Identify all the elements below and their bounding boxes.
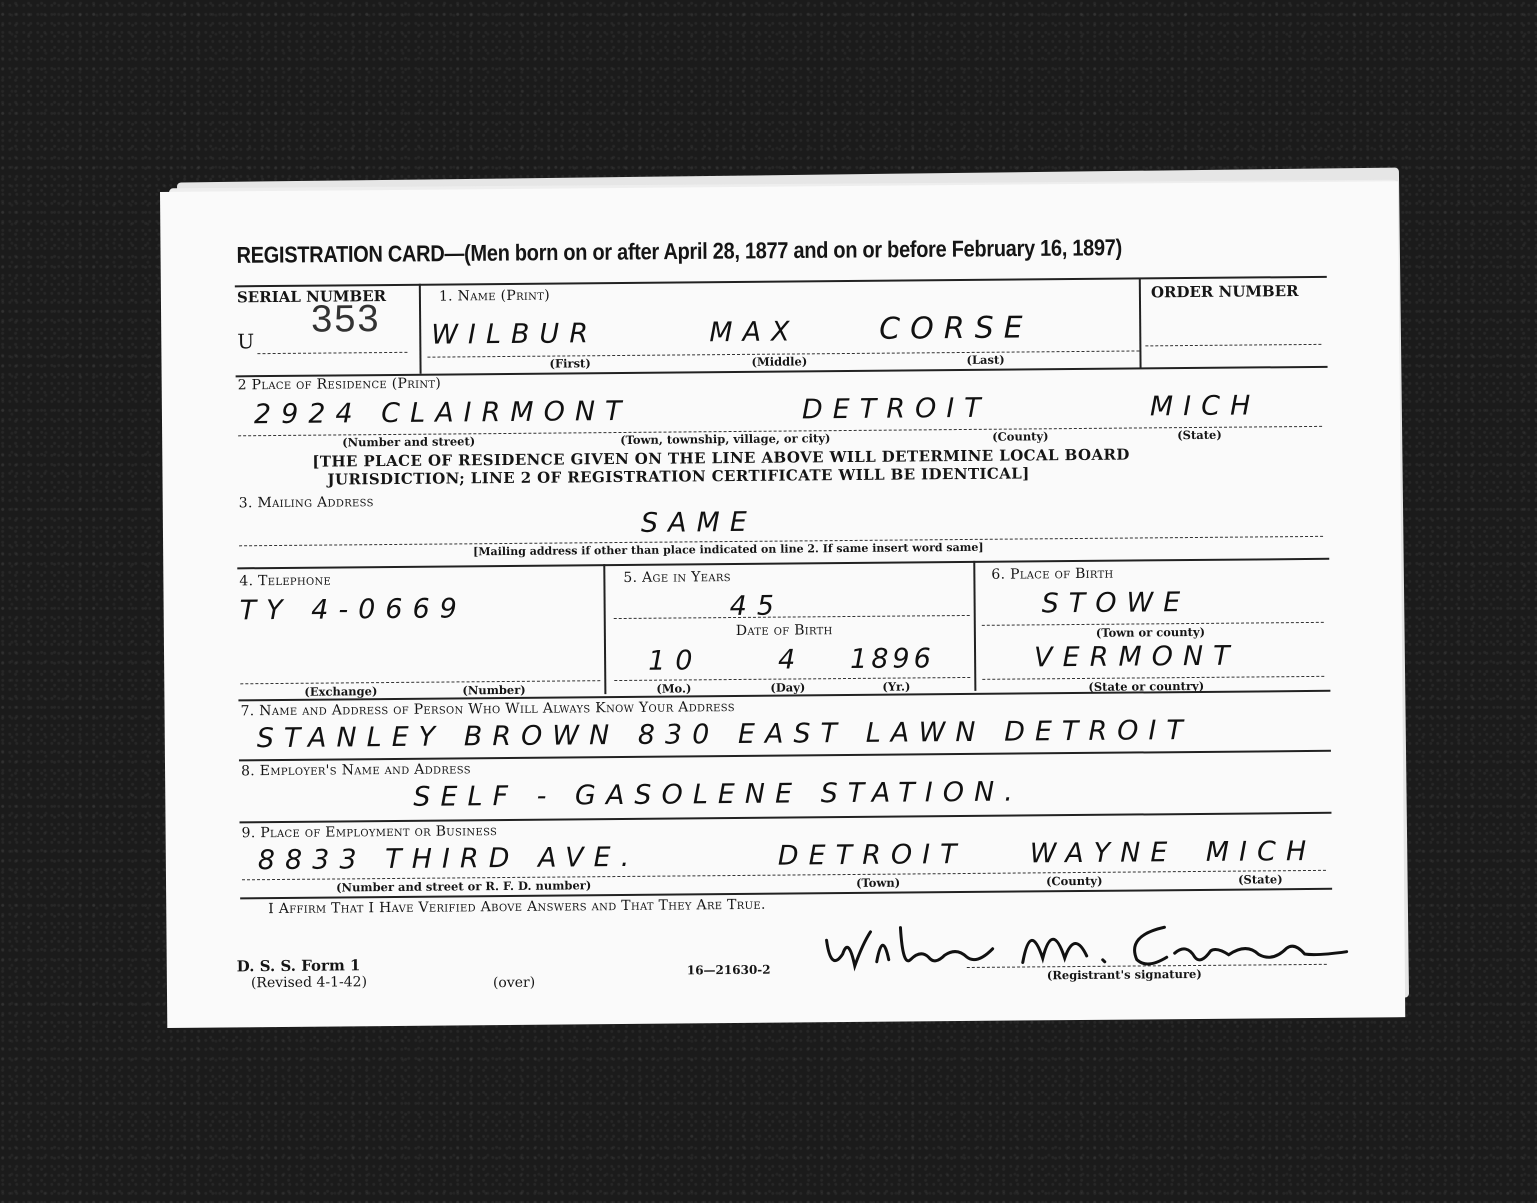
age-divider (973, 561, 976, 691)
employment-cap-state: (State) (1237, 872, 1283, 887)
dob-cap-day: (Day) (770, 680, 806, 695)
telephone-cap-number: (Number) (462, 682, 526, 698)
age-label: 5. Age in Years (623, 569, 731, 586)
affirmation-text: I Affirm That I Have Verified Above Answers and That They Are True. (268, 896, 766, 918)
order-divider (1139, 277, 1142, 367)
telephone-cap-exchange: (Exchange) (304, 684, 378, 699)
dob-cap-yr: (Yr.) (882, 679, 911, 694)
birthplace-cap-town: (Town or county) (1095, 624, 1206, 640)
row8-bottom-line (239, 812, 1331, 824)
employment-cap-county: (County) (1045, 873, 1103, 889)
serial-prefix: U (237, 329, 255, 354)
residence-state: MICH (1149, 390, 1261, 423)
employer-label: 8. Employer's Name and Address (240, 761, 471, 780)
name-last: CORSE (879, 310, 1033, 347)
residence-street: 2924 CLAIRMONT (253, 395, 632, 431)
dob-month: 10 (647, 645, 703, 677)
birthplace-cap-state: (State or country) (1088, 678, 1205, 694)
name-cap-first: (First) (549, 356, 591, 371)
residence-cap-street: (Number and street) (342, 434, 476, 450)
telephone-divider (603, 564, 606, 694)
card-title: REGISTRATION CARD—(Men born on or after April 28, 1877 and on or before February 16, 1897) (236, 235, 1123, 269)
birthplace-label: 6. Place of Birth (991, 565, 1114, 583)
form-revised: (Revised 4-1-42) (250, 974, 368, 992)
jurisdiction-note-line2: JURISDICTION; LINE 2 OF REGISTRATION CERTIFICATE WILL BE IDENTICAL] (327, 464, 1030, 489)
order-line (1145, 344, 1321, 347)
dob-year: 1896 (849, 643, 935, 675)
employment-county: WAYNE (1029, 837, 1178, 870)
serial-divider (419, 284, 422, 374)
serial-label: SERIAL NUMBER (236, 287, 387, 307)
form-number: 16—21630-2 (686, 962, 771, 978)
residence-cap-county: (County) (992, 429, 1049, 444)
residence-cap-state: (State) (1177, 427, 1222, 443)
telephone-value: TY 4-0669 (239, 593, 467, 627)
birthplace-state: VERMONT (1033, 640, 1240, 674)
name-middle: MAX (709, 316, 800, 349)
mailing-value: SAME (640, 506, 758, 539)
signature-caption: (Registrant's signature) (1046, 966, 1202, 983)
birthplace-town: STOWE (1041, 587, 1191, 620)
mailing-caption: [Mailing address if other than place indicated on line 2. If same insert word same] (473, 540, 984, 559)
telephone-label: 4. Telephone (239, 572, 332, 590)
residence-town: DETROIT (801, 392, 991, 426)
serial-number: 353 (310, 298, 381, 341)
contact-value: STANLEY BROWN 830 EAST LAWN DETROIT (256, 715, 1194, 755)
employment-state: MICH (1205, 835, 1317, 868)
name-label: 1. Name (Print) (438, 287, 551, 305)
form-name: D. S. S. Form 1 (236, 956, 361, 976)
dob-cap-mo: (Mo.) (656, 681, 692, 696)
row3-bottom-line (237, 558, 1329, 570)
order-label: ORDER NUMBER (1150, 282, 1299, 302)
employment-label: 9. Place of Employment or Business (241, 823, 498, 842)
mailing-label: 3. Mailing Address (238, 494, 374, 512)
name-first: WILBUR (431, 318, 599, 351)
telephone-line (240, 680, 600, 684)
age-line (614, 615, 970, 619)
employment-street: 8833 THIRD AVE. (257, 841, 640, 877)
employment-cap-town: (Town) (855, 875, 901, 890)
residence-label: 2 Place of Residence (Print) (237, 375, 442, 394)
serial-line (257, 352, 407, 354)
dob-day: 4 (777, 644, 806, 676)
name-cap-last: (Last) (966, 352, 1005, 367)
dob-label: Date of Birth (735, 622, 833, 639)
employment-cap-street: (Number and street or R. F. D. number) (336, 878, 592, 895)
name-cap-middle: (Middle) (751, 354, 808, 369)
contact-label: 7. Name and Address of Person Who Will Always Know Your Address (240, 699, 735, 720)
jurisdiction-note-line1: [THE PLACE OF RESIDENCE GIVEN ON THE LINE ABOVE WILL DETERMINE LOCAL BOARD (312, 445, 1130, 471)
employment-town: DETROIT (777, 838, 967, 872)
registration-card (160, 181, 1405, 1028)
form-over: (over) (492, 974, 536, 992)
employer-value: SELF - GASOLENE STATION. (413, 776, 1023, 813)
age-value: 45 (729, 590, 785, 623)
residence-cap-town: (Town, township, village, or city) (620, 431, 831, 447)
